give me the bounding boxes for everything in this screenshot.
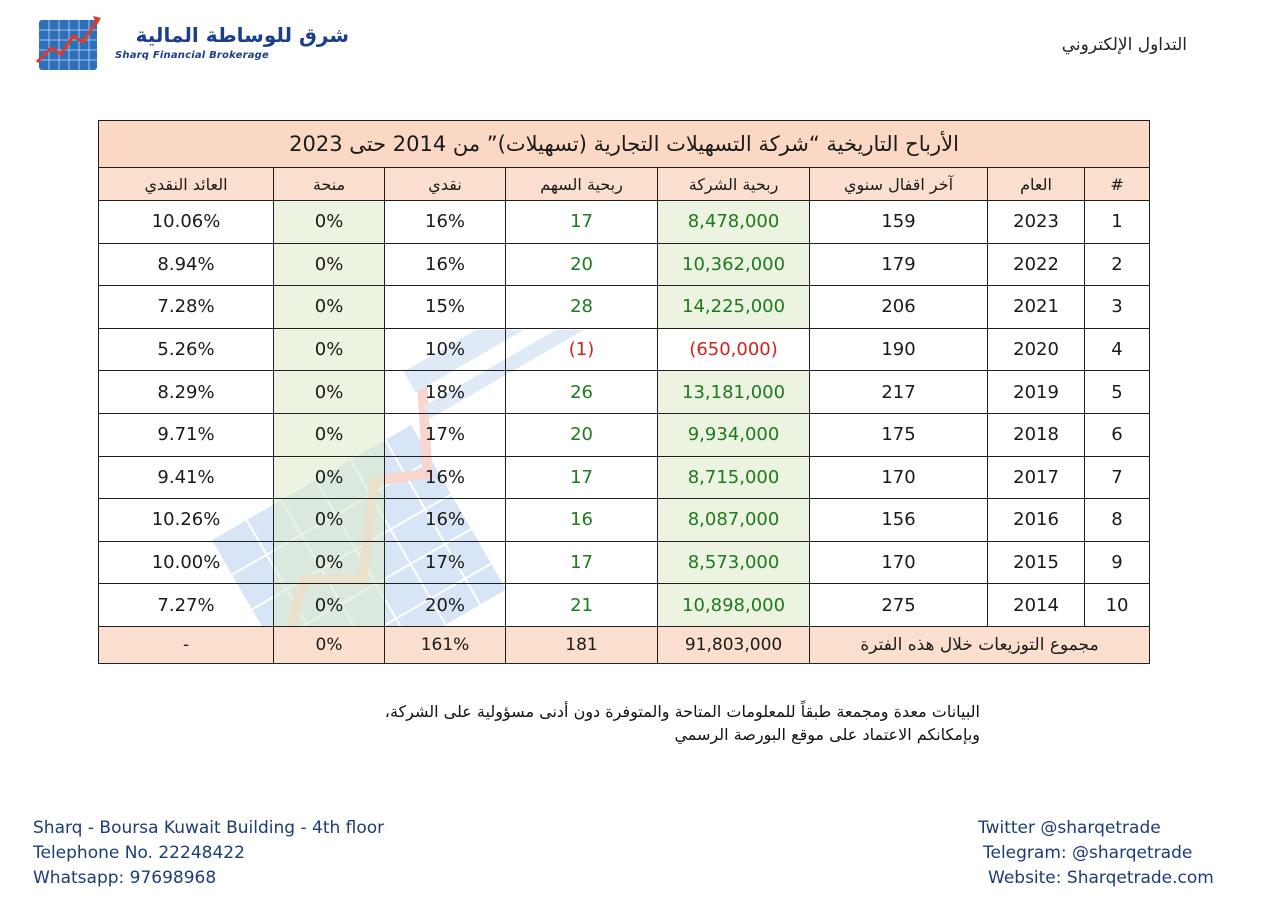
cell-company-profit: 10,898,000 [658,584,810,627]
cell-year: 2022 [988,243,1085,286]
column-header-company-profit: ربحية الشركة [658,168,810,201]
cell-index: 7 [1085,456,1150,499]
cell-bonus: 0% [274,243,385,286]
total-eps: 181 [506,626,658,663]
cell-index: 9 [1085,541,1150,584]
cell-company-profit: 8,478,000 [658,201,810,244]
cell-bonus: 0% [274,541,385,584]
cell-index: 5 [1085,371,1150,414]
footer-telegram[interactable]: Telegram: @sharqetrade [983,843,1193,863]
logo-chart-icon [33,12,103,74]
cell-bonus: 0% [274,584,385,627]
logo-arabic-text: شرق للوساطة المالية [135,23,349,47]
disclaimer-note [300,700,980,746]
table-row [99,456,1150,499]
footer-contact-right [978,816,1214,891]
cell-index: 8 [1085,499,1150,542]
company-logo [33,12,349,74]
cell-yield: 10.06% [99,201,274,244]
cell-bonus: 0% [274,413,385,456]
column-header-close: آخر اقفال سنوي [810,168,988,201]
cell-year: 2015 [988,541,1085,584]
total-profit: 91,803,000 [658,626,810,663]
table-title: الأرباح التاريخية “شركة التسهيلات التجارية (تسهيلات)” من 2014 حتى 2023 [99,121,1150,168]
table-row [99,286,1150,329]
table-row [99,413,1150,456]
cell-yield: 8.29% [99,371,274,414]
table-row [99,328,1150,371]
footer-address: Sharq - Boursa Kuwait Building - 4th floor [33,818,385,838]
cell-eps: 17 [506,541,658,584]
table-row [99,584,1150,627]
cell-eps: 20 [506,413,658,456]
total-cash: 161% [385,626,506,663]
cell-bonus: 0% [274,201,385,244]
cell-yield: 9.41% [99,456,274,499]
table-row [99,541,1150,584]
cell-index: 4 [1085,328,1150,371]
cell-yield: 10.00% [99,541,274,584]
footer-telephone: Telephone No. 22248422 [33,843,245,863]
table-row [99,371,1150,414]
footer-twitter[interactable]: Twitter @sharqetrade [978,818,1161,838]
table-row [99,499,1150,542]
column-header-index: # [1085,168,1150,201]
logo-english-text: Sharq Financial Brokerage [115,50,270,61]
cell-close: 170 [810,541,988,584]
cell-close: 156 [810,499,988,542]
cell-eps: 28 [506,286,658,329]
total-bonus: 0% [274,626,385,663]
column-header-year: العام [988,168,1085,201]
cell-close: 179 [810,243,988,286]
cell-cash: 16% [385,456,506,499]
cell-cash: 10% [385,328,506,371]
cell-bonus: 0% [274,499,385,542]
cell-eps: 17 [506,456,658,499]
cell-eps: 20 [506,243,658,286]
cell-cash: 18% [385,371,506,414]
cell-yield: 7.28% [99,286,274,329]
cell-company-profit: 8,573,000 [658,541,810,584]
cell-close: 275 [810,584,988,627]
cell-year: 2018 [988,413,1085,456]
cell-close: 175 [810,413,988,456]
cell-index: 1 [1085,201,1150,244]
cell-company-profit: 13,181,000 [658,371,810,414]
cell-company-profit: 10,362,000 [658,243,810,286]
total-row [99,626,1150,663]
cell-year: 2014 [988,584,1085,627]
cell-eps: 16 [506,499,658,542]
cell-yield: 9.71% [99,413,274,456]
cell-close: 206 [810,286,988,329]
cell-yield: 10.26% [99,499,274,542]
cell-year: 2016 [988,499,1085,542]
cell-yield: 5.26% [99,328,274,371]
cell-company-profit: (650,000) [658,328,810,371]
cell-bonus: 0% [274,371,385,414]
table-row [99,201,1150,244]
cell-close: 170 [810,456,988,499]
cell-year: 2023 [988,201,1085,244]
cell-company-profit: 9,934,000 [658,413,810,456]
total-yield: - [99,626,274,663]
electronic-trading-label: التداول الإلكتروني [1061,35,1187,55]
cell-bonus: 0% [274,328,385,371]
column-header-eps: ربحية السهم [506,168,658,201]
table-header-row [99,168,1150,201]
cell-year: 2021 [988,286,1085,329]
cell-yield: 7.27% [99,584,274,627]
cell-yield: 8.94% [99,243,274,286]
cell-cash: 16% [385,201,506,244]
cell-bonus: 0% [274,456,385,499]
cell-company-profit: 8,087,000 [658,499,810,542]
cell-eps: (1) [506,328,658,371]
table-row [99,243,1150,286]
cell-index: 2 [1085,243,1150,286]
cell-year: 2020 [988,328,1085,371]
cell-eps: 26 [506,371,658,414]
cell-index: 3 [1085,286,1150,329]
cell-cash: 16% [385,499,506,542]
cell-eps: 17 [506,201,658,244]
cell-index: 6 [1085,413,1150,456]
column-header-cash: نقدي [385,168,506,201]
cell-cash: 17% [385,413,506,456]
cell-close: 159 [810,201,988,244]
cell-cash: 17% [385,541,506,584]
total-label: مجموع التوزيعات خلال هذه الفترة [810,626,1150,663]
profits-table-container [98,120,1149,664]
footer-whatsapp: Whatsapp: 97698968 [33,868,217,888]
column-header-bonus: منحة [274,168,385,201]
cell-year: 2019 [988,371,1085,414]
disclaimer-line-1: البيانات معدة ومجمعة طبقاً للمعلومات المتاحة والمتوفرة دون أدنى مسؤولية على الشركة، [384,702,980,721]
cell-cash: 15% [385,286,506,329]
cell-year: 2017 [988,456,1085,499]
footer-website[interactable]: Website: Sharqetrade.com [988,868,1214,888]
disclaimer-line-2: وبإمكانكم الاعتماد على موقع البورصة الرسمي [674,725,980,744]
historical-profits-table [98,120,1150,664]
cell-cash: 20% [385,584,506,627]
cell-company-profit: 14,225,000 [658,286,810,329]
cell-eps: 21 [506,584,658,627]
cell-index: 10 [1085,584,1150,627]
column-header-yield: العائد النقدي [99,168,274,201]
cell-company-profit: 8,715,000 [658,456,810,499]
cell-close: 190 [810,328,988,371]
cell-bonus: 0% [274,286,385,329]
cell-close: 217 [810,371,988,414]
cell-cash: 16% [385,243,506,286]
footer-contact-left [33,816,384,891]
